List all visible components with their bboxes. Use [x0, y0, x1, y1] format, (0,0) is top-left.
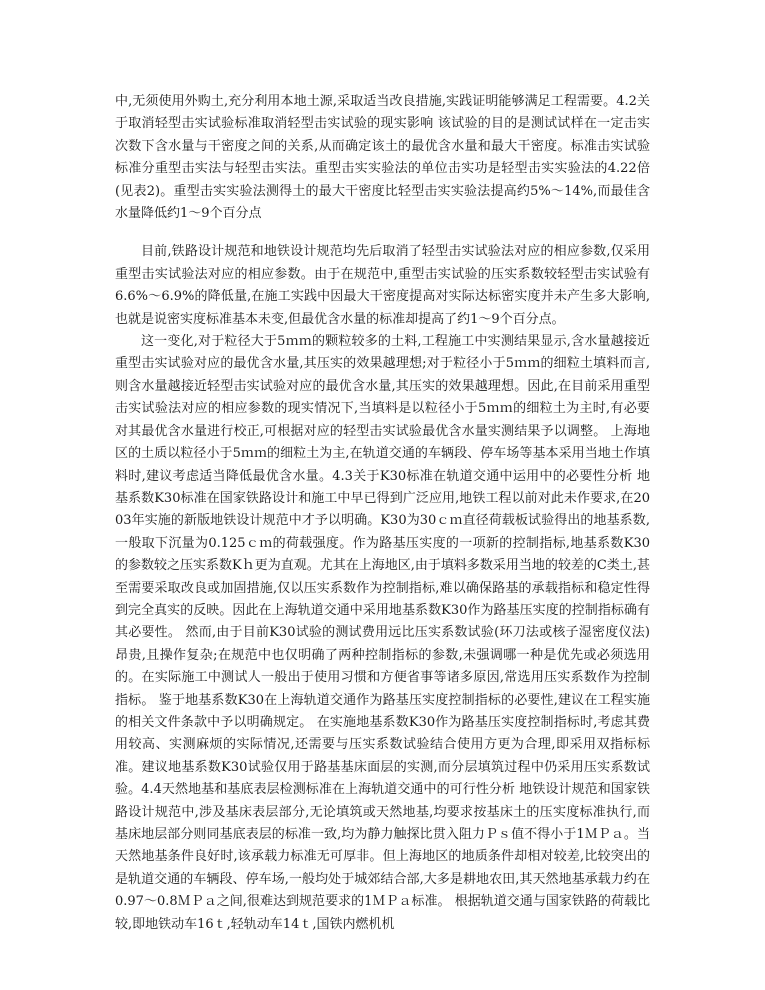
paragraph-2: 目前,铁路设计规范和地铁设计规范均先后取消了轻型击实试验法对应的相应参数,仅采用重型击实试验法对应的相应参数。由于在规范中,重型击实试验的压实系数较轻型击实试验有6.6%～6.9%的降低量,在施工实践中因最大干密度提高对实际达标密实度并未产生多大影响,也就是说密实度标准基本未变,但最优含水量的标准却提高了约1～9个百分点。 [115, 244, 650, 327]
paragraph-gap [115, 225, 650, 241]
document-page [115, 91, 650, 936]
paragraph-3: 这一变化,对于粒径大于5ｍｍ的颗粒较多的土料,工程施工中实测结果显示,含水量越接近重型击实试验对应的最优含水量,其压实的效果越理想;对于粒径小于5ｍｍ的细粒土填料而言,则含水量越接近轻型击实试验对应的最优含水量,其压实的效果越理想。因此,在目前采用重型击实试验法对应的相应参数的现实情况下,当填料是以粒径小于5ｍｍ的细粒土为主时,有必要对其最优含水量进行校正,可根据对应的轻型击实试验最优含水量实测结果予以调整。 上海地区的土质以粒径小于5ｍｍ的细粒土为主,在轨道交通的车辆段、停车场等基本采用当地土作填料时,建议考虑适当降低最优含水量。4.3关于K30标准在轨道交通中运用中的必要性分析 地基系数K30标准在国家铁路设计和施工中早已得到广泛应用,地铁工程以前对此未作要求,在2003年实施的新版地铁设计规范中才予以明确。K30为30ｃｍ直径荷载板试验得出的地基系数,一般取下沉量为0.125ｃｍ的荷载强度。作为路基压实度的一项新的控制指标,地基系数K30的参数较之压实系数Kｈ更为直观。尤其在上海地区,由于填料多数采用当地的较差的C类土,甚至需要采取改良或加固措施,仅以压实系数作为控制指标,难以确保路基的承载指标和稳定性得到完全真实的反映。因此在上海轨道交通中采用地基系数K30作为路基压实度的控制指标确有其必要性。 然而,由于目前K30试验的测试费用远比压实系数试验(环刀法或核子湿密度仪法)昂贵,且操作复杂;在规范中也仅明确了两种控制指标的参数,未强调哪一种是优先或必须选用的。在实际施工中测试人一般出于使用习惯和方便省事等诸多原因,常选用压实系数作为控制指标。 鉴于地基系数K30在上海轨道交通作为路基压实度控制指标的必要性,建议在工程实施的相关文件条款中予以明确规定。 在实施地基系数K30作为路基压实度控制指标时,考虑其费用较高、实测麻烦的实际情况,还需要与压实系数试验结合使用方更为合理,即采用双指标标准。建议地基系数K30试验仅用于路基基床面层的实测,而分层填筑过程中仍采用压实系数试验。4.4天然地基和基底表层检测标准在上海轨道交通中的可行性分析 地铁设计规范和国家铁路设计规范中,涉及基床表层部分,无论填筑或天然地基,均要求按基床土的压实度标准执行,而基床地层部分则同基底表层的标准一致,均为静力触探比贯入阻力Ｐｓ值不得小于1ＭＰａ。当天然地基条件良好时,该承载力标准无可厚非。但上海地区的地质条件却相对较差,比较突出的是轨道交通的车辆段、停车场,一般均处于城郊结合部,大多是耕地农田,其天然地基承载力约在0.97～0.8ＭＰａ之间,很难达到规范要求的1ＭＰａ标准。 根据轨道交通与国家铁路的荷载比较,即地铁动车16ｔ,轻轨动车14ｔ,国铁内燃机机 [115, 334, 650, 932]
paragraph-1: 中,无须使用外购土,充分利用本地土源,采取适当改良措施,实践证明能够满足工程需要。4.2关于取消轻型击实试验标准取消轻型击实试验的现实影响 该试验的目的是测试试样在一定击实次数下含水量与干密度之间的关系,从而确定该土的最优含水量和最大干密度。标准击实试验标准分重型击实法与轻型击实法。重型击实实验法的单位击实功是轻型击实实验法的4.22倍(见表2)。重型击实实验法测得土的最大干密度比轻型击实实验法提高约5%～14%,而最佳含水量降低约1～9个百分点 [115, 94, 650, 222]
